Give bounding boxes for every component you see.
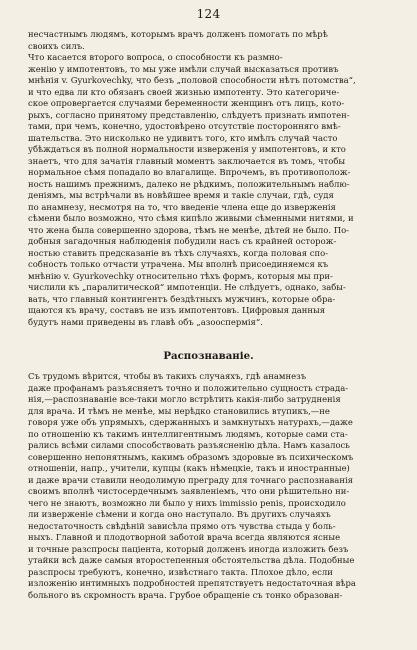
text-line: несчастнымъ людямъ, которымъ врачъ долженъ помогать по мѣрѣ bbox=[28, 29, 328, 39]
text-line: для врача. И тѣмъ не менѣе, мы нерѣдко становились втупикъ,—не bbox=[28, 405, 330, 416]
text-line: Съ трудомъ вѣрится, чтобы въ такихъ случаяхъ, гдѣ анамнезъ bbox=[28, 371, 307, 381]
text-line: убѣждаться въ полной нормальности изверженія у импотентовъ, и кто bbox=[28, 144, 346, 154]
text-line: и даже врачи ставили неодолимую преграду для точнаго распознаванія bbox=[28, 474, 353, 485]
text-line: говоря уже объ упрямыхъ, сдержанныхъ и замкнутыхъ натурахъ,—даже bbox=[28, 417, 353, 427]
text-line: недостаточность свѣдѣній зависѣла прямо отъ чувства стыда у боль- bbox=[28, 520, 336, 531]
text-line: утайки всѣ даже самыя второстепенныя обстоятельства дѣла. Подобные bbox=[28, 555, 355, 565]
text-line: своимъ вполнѣ чистосердечнымъ заявленіемъ, что они рѣшительно ни- bbox=[28, 486, 350, 496]
text-line: ли изверженіе сѣмени и когда оно наступало. Въ другихъ случаяхъ bbox=[28, 509, 331, 519]
text-line: мнѣнію v. Gyurkovechky относительно тѣхъ формъ, которыя мы при- bbox=[28, 270, 333, 281]
text-line: деніямъ, мы встрѣчали въ новѣйшее время и такіе случаи, гдѣ, судя bbox=[28, 190, 334, 200]
text-line: ныхъ. Главной и плодотворной заботой врача всегда являются ясные bbox=[28, 532, 341, 542]
text-line: отношеніи, напр., учители, купцы (какъ нѣмецкіе, такъ и иностранные) bbox=[28, 463, 350, 473]
section-heading: Распознаваніе. bbox=[163, 350, 254, 362]
text-line: ность нашимъ прежнимъ, далеко не рѣдкимъ, положительнымъ наблю- bbox=[28, 178, 350, 189]
text-line: и точные разспросы паціента, который долженъ иногда изложить безъ bbox=[28, 543, 349, 554]
text-line: добныя загадочныя наблюденія побудили насъ съ крайней осторож- bbox=[28, 236, 337, 246]
text-line: и что едва ли кто обязанъ своей жизнью импотенту. Это категориче- bbox=[28, 86, 340, 97]
text-line: даже профанамъ разъясняетъ точно и положительно сущность страда- bbox=[28, 382, 349, 393]
text-line: чего не знаютъ, возможно ли было у нихъ immissio penis, происходило bbox=[28, 497, 346, 508]
text-line: щаются къ врачу, составъ не изъ импотентовъ. Цифровыя данныя bbox=[28, 305, 326, 315]
text-line: больного въ скромность врача. Грубое обращеніе съ тонко образован- bbox=[28, 589, 343, 600]
text-line: своихъ силъ. bbox=[28, 40, 85, 51]
text-line: собность только отчасти утрачена. Мы вполнѣ присоединяемся къ bbox=[28, 259, 329, 269]
text-line: Что касается второго вопроса, о способности къ размно- bbox=[28, 52, 283, 62]
text-line: будутъ нами приведены въ главѣ объ „азооспермія“. bbox=[28, 316, 263, 327]
text-line: вать, что главный контингентъ бездѣтныхъ мужчинъ, которые обра- bbox=[28, 293, 336, 304]
text-line: что жена была совершенно здорова, тѣмъ не менѣе, дѣтей не было. По- bbox=[28, 224, 349, 235]
top-paragraph bbox=[28, 29, 392, 328]
text-line: разспросы требуютъ, конечно, извѣстнаго такта. Плохое дѣло, если bbox=[28, 566, 333, 577]
text-line: по анамнезу, несмотря на то, что введеніе члена еще до изверженія bbox=[28, 201, 336, 212]
text-line: рались всѣми силами способствовать разъясненію дѣла. Намъ казалось bbox=[28, 440, 350, 450]
text-line: рыхъ, согласно принятому представленію, слѣдуетъ признать импотен- bbox=[28, 109, 350, 120]
text-line: знаетъ, что для зачатія главный моментъ заключается въ томъ, чтобы bbox=[28, 155, 346, 166]
section-body bbox=[28, 371, 392, 601]
page-number: 124 bbox=[196, 7, 221, 21]
text-line: мнѣнія v. Gyurkovechky, что безъ „половой способности нѣтъ потомства“, bbox=[28, 75, 356, 85]
text-line: сѣмени было возможно, что сѣмя кипѣло живыми сѣменными нитями, и bbox=[28, 213, 354, 223]
text-line: ностью ставить предсказаніе въ тѣхъ случаяхъ, когда половая спо- bbox=[28, 247, 329, 258]
text-line: нормальное сѣмя попадало во влагалище. Впрочемъ, въ противополож- bbox=[28, 167, 351, 177]
text-line: нія,—распознаваніе все-таки могло встрѣтить какія-либо затрудненія bbox=[28, 394, 341, 404]
text-line: шательства. Это нисколько не удивитъ того, кто имѣлъ случай часто bbox=[28, 132, 338, 143]
text-line: по отношенію къ такимъ интеллигентнымъ людямъ, которые сами ста- bbox=[28, 428, 348, 439]
text-line: числили къ „паралитической“ импотенціи. Не слѣдуетъ, однако, забы- bbox=[28, 282, 346, 292]
text-line: совершенно непонятнымъ, какимъ образомъ здоровые въ психическомъ bbox=[28, 451, 354, 462]
text-line: женію у импотентовъ, то мы уже имѣли случай высказаться противъ bbox=[28, 63, 339, 74]
text-line: ское опровергается случаями беременности женщинъ отъ лицъ, кото- bbox=[28, 98, 345, 108]
text-line: изложенію интимныхъ подробностей препятствуетъ недостаточная вѣра bbox=[28, 578, 356, 588]
text-line: тами, при чемъ, конечно, удостовѣрено отсутствіе посторонняго вмѣ- bbox=[28, 121, 341, 131]
